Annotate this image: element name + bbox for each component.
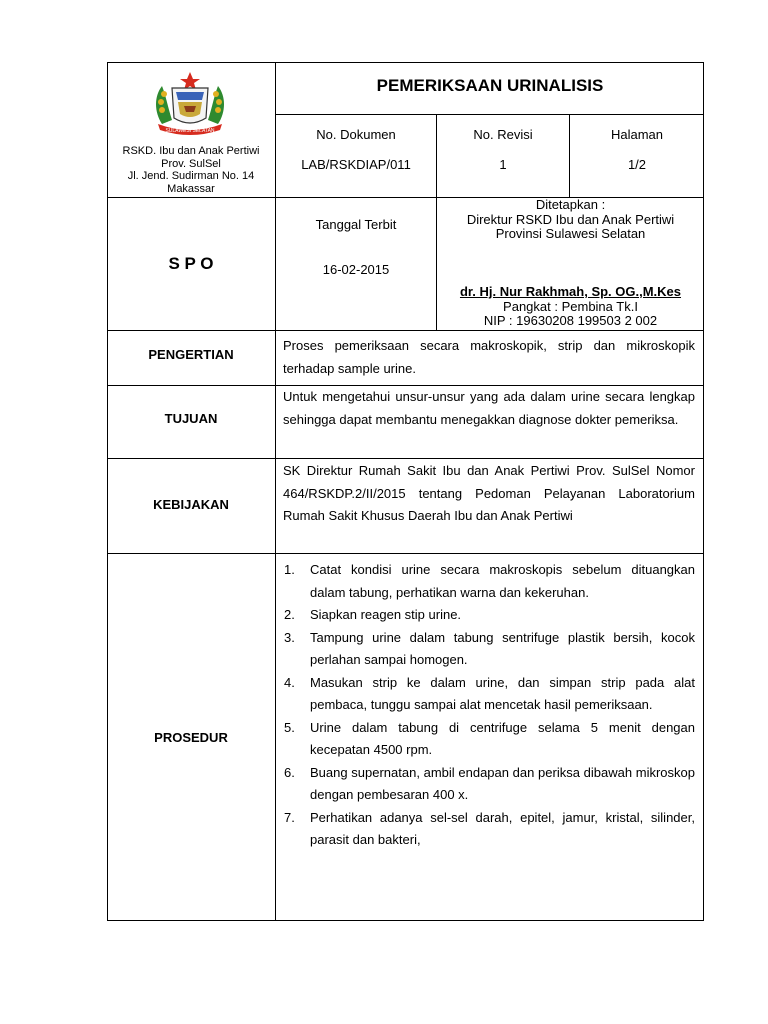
step-text: Siapkan reagen stip urine. xyxy=(310,607,462,622)
step-number: 4. xyxy=(284,674,295,690)
prosedur-label: PROSEDUR xyxy=(154,730,228,745)
signatory-name: dr. Hj. Nur Rakhmah, Sp. OG.,M.Kes xyxy=(459,284,682,299)
tujuan-text: Untuk mengetahui unsur-unsur yang ada dalam urine secara lengkap sehingga dapat membantu menegakkan diagnose dokter pemeriksa. xyxy=(283,389,695,427)
tujuan-label: TUJUAN xyxy=(164,411,218,426)
signatory-nip: NIP : 19630208 199503 2 002 xyxy=(483,313,658,328)
row-divider xyxy=(275,114,704,115)
provincial-emblem-icon xyxy=(148,68,232,140)
hospital-province: Prov. SulSel xyxy=(161,157,221,170)
signatory-rank: Pangkat : Pembina Tk.I xyxy=(503,298,638,314)
approval-heading: Ditetapkan : xyxy=(535,197,606,212)
pengertian-text: Proses pemeriksaan secara makroskopik, strip dan mikroskopik terhadap sample urine. xyxy=(283,338,695,376)
list-item xyxy=(284,604,695,627)
issue-date-value: 16-02-2015 xyxy=(322,262,390,277)
spo-label: S P O xyxy=(168,254,214,273)
step-text: Tampung urine dalam tabung sentrifuge plastik bersih, kocok perlahan sampai homogen. xyxy=(310,629,695,667)
row-divider xyxy=(107,553,704,554)
approval-position: Direktur RSKD Ibu dan Anak Pertiwi xyxy=(466,211,675,227)
approval-province: Provinsi Sulawesi Selatan xyxy=(495,226,646,241)
doc-number-label: No. Dokumen xyxy=(316,127,396,142)
hospital-street: Jl. Jend. Sudirman No. 14 xyxy=(127,170,255,182)
kebijakan-label: KEBIJAKAN xyxy=(153,497,229,512)
list-item xyxy=(284,717,695,762)
step-number: 6. xyxy=(284,764,295,780)
list-item xyxy=(284,762,695,807)
hospital-city: Makassar xyxy=(167,182,215,195)
hospital-address xyxy=(108,145,274,195)
row-divider xyxy=(107,458,704,459)
document-title: PEMERIKSAAN URINALISIS xyxy=(376,76,604,95)
step-number: 1. xyxy=(284,562,295,577)
step-number: 7. xyxy=(284,809,295,825)
kebijakan-text: SK Direktur Rumah Sakit Ibu dan Anak Pertiwi Prov. SulSel Nomor 464/RSKDP.2/II/2015 tentang Pedoman Pelayanan Laboratorium Rumah Sakit Khusus Daerah Ibu dan Anak Pertiwi xyxy=(283,463,695,523)
list-item xyxy=(284,627,695,672)
signatory-block xyxy=(437,285,704,329)
step-text: Perhatikan adanya sel-sel darah, epitel, jamur, kristal, silinder, parasit dan bakteri, xyxy=(310,809,695,847)
step-text: Urine dalam tabung di centrifuge selama 5 menit dengan kecepatan 4500 rpm. xyxy=(310,719,695,757)
column-divider xyxy=(275,62,276,921)
prosedur-steps xyxy=(284,559,695,852)
doc-number-value: LAB/RSKDIAP/011 xyxy=(301,157,411,172)
row-divider xyxy=(107,330,704,331)
page-value: 1/2 xyxy=(627,157,647,172)
pengertian-label: PENGERTIAN xyxy=(148,347,234,362)
list-item xyxy=(284,807,695,852)
hospital-name: RSKD. Ibu dan Anak Pertiwi xyxy=(122,145,260,157)
revision-value: 1 xyxy=(499,157,507,172)
step-text: Masukan strip ke dalam urine, dan simpan strip pada alat pembaca, tunggu sampai alat mencetak hasil pemeriksaan. xyxy=(310,674,695,712)
step-text: Buang supernatan, ambil endapan dan periksa dibawah mikroskop dengan pembesaran 400 x. xyxy=(310,764,695,802)
step-text: Catat kondisi urine secara makroskopis sebelum dituangkan dalam tabung, perhatikan warna dan kekeruhan. xyxy=(310,562,695,600)
list-item xyxy=(284,559,695,604)
step-number: 2. xyxy=(284,607,295,622)
svg-text:SULAWESI SELATAN: SULAWESI SELATAN xyxy=(165,128,215,134)
approval-block xyxy=(437,198,704,242)
list-item xyxy=(284,672,695,717)
issue-date-label: Tanggal Terbit xyxy=(315,217,397,232)
page-label: Halaman xyxy=(610,127,664,142)
revision-label: No. Revisi xyxy=(473,127,533,142)
step-number: 3. xyxy=(284,629,295,645)
step-number: 5. xyxy=(284,719,295,735)
